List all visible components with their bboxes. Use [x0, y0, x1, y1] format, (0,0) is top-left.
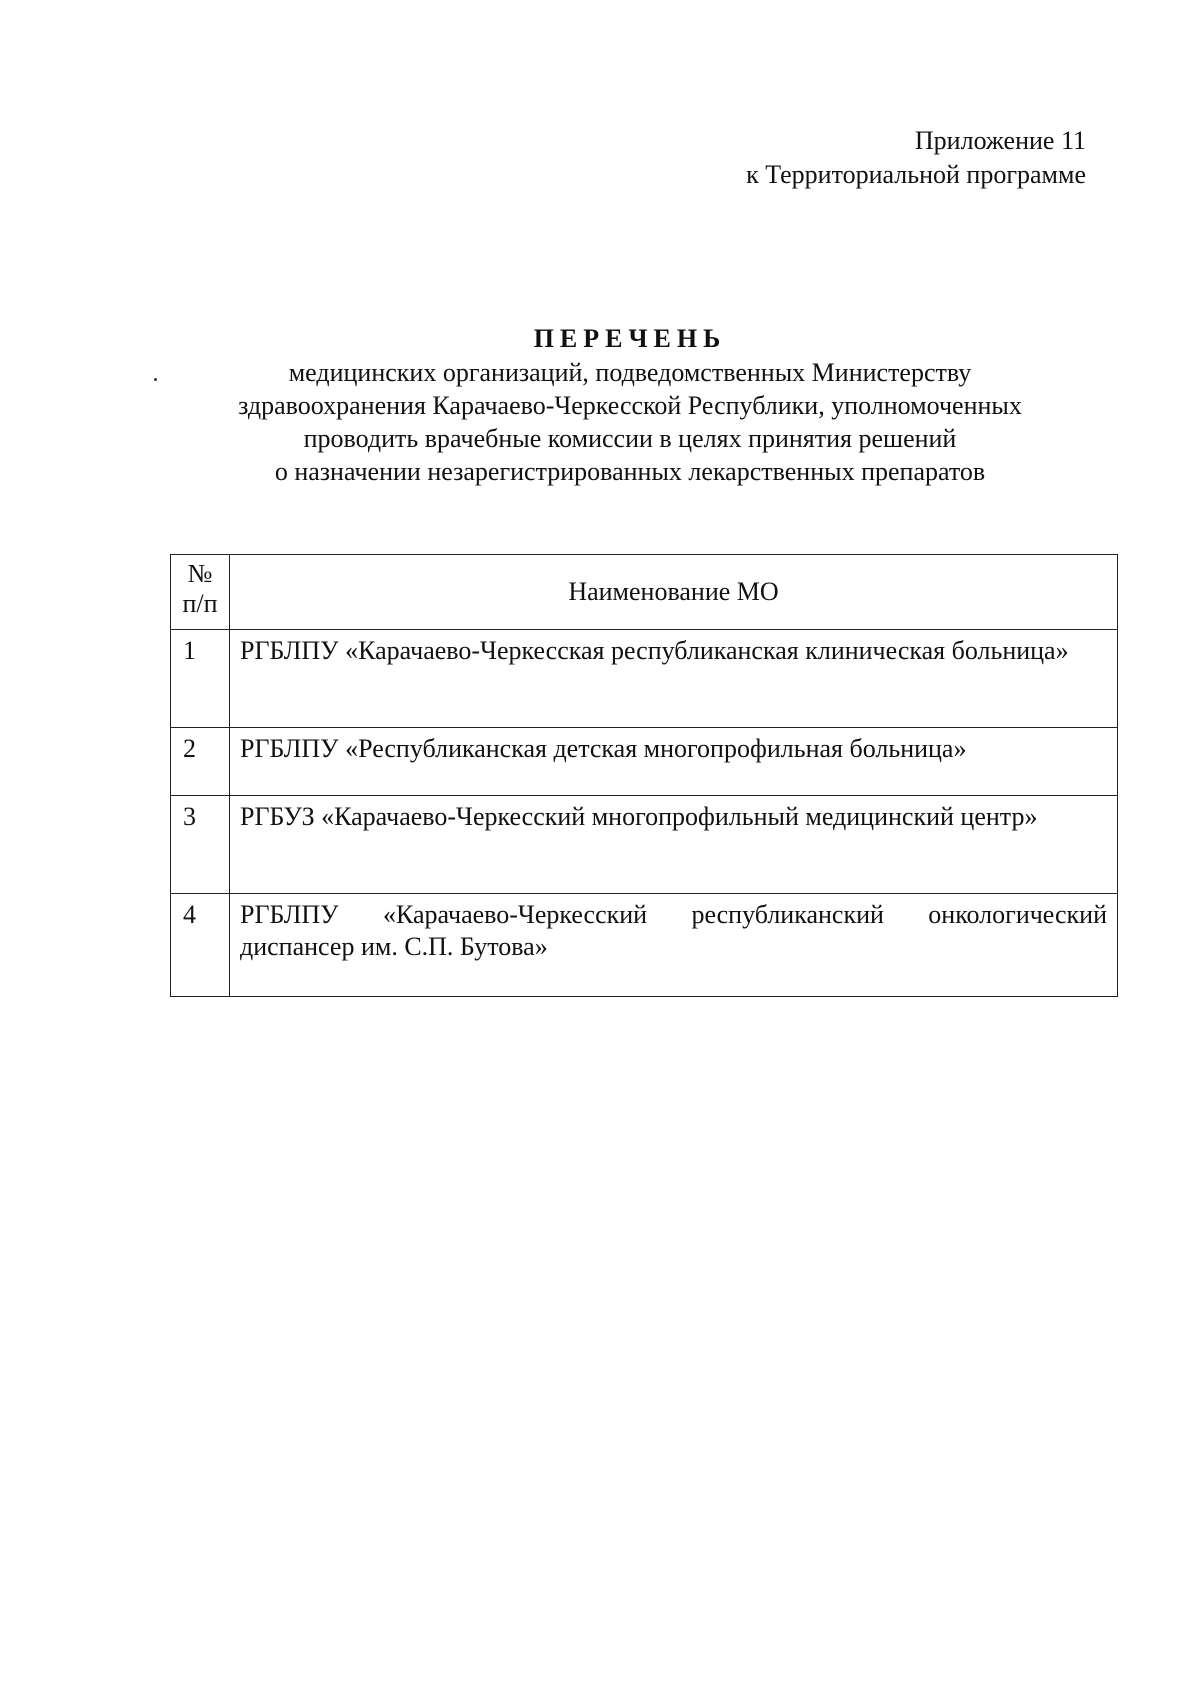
document-title: ПЕРЕЧЕНЬ	[533, 324, 727, 353]
header-name: Наименование МО	[230, 555, 1118, 630]
header-number-abbr: п/п	[182, 589, 218, 618]
row-organization-name: РГБУЗ «Карачаево-Черкесский многопрофильный медицинский центр»	[230, 796, 1118, 894]
organizations-table	[170, 554, 1118, 997]
header-number	[171, 555, 230, 630]
appendix-number: Приложение 11	[914, 126, 1086, 155]
row-organization-name: РГБЛПУ «Карачаево-Черкесская республиканская клиническая больница»	[230, 630, 1118, 728]
table-row	[171, 728, 1118, 796]
subtitle-line-4: о назначении незарегистрированных лекарственных препаратов	[274, 457, 986, 486]
row-organization-name: РГБЛПУ «Карачаево-Черкесский республиканский онкологический диспансер им. С.П. Бутова»	[230, 894, 1118, 997]
appendix-note	[746, 124, 1086, 192]
row-number: 4	[171, 894, 230, 997]
table-row	[171, 796, 1118, 894]
table-row	[171, 894, 1118, 997]
subtitle-line-2: здравоохранения Карачаево-Черкесской Республики, уполномоченных	[238, 391, 1022, 420]
table-header-row	[171, 555, 1118, 630]
appendix-reference: к Территориальной программе	[746, 160, 1086, 189]
document-heading	[0, 322, 1200, 488]
subtitle-line-3: проводить врачебные комиссии в целях принятия решений	[303, 424, 957, 453]
row-organization-name: РГБЛПУ «Республиканская детская многопрофильная больница»	[230, 728, 1118, 796]
row-number: 3	[171, 796, 230, 894]
table-row	[171, 630, 1118, 728]
header-number-sign: №	[187, 559, 213, 588]
row-number: 2	[171, 728, 230, 796]
row-number: 1	[171, 630, 230, 728]
subtitle-line-1: медицинских организаций, подведомственных Министерству	[288, 358, 972, 387]
document-subtitle	[0, 356, 1200, 488]
